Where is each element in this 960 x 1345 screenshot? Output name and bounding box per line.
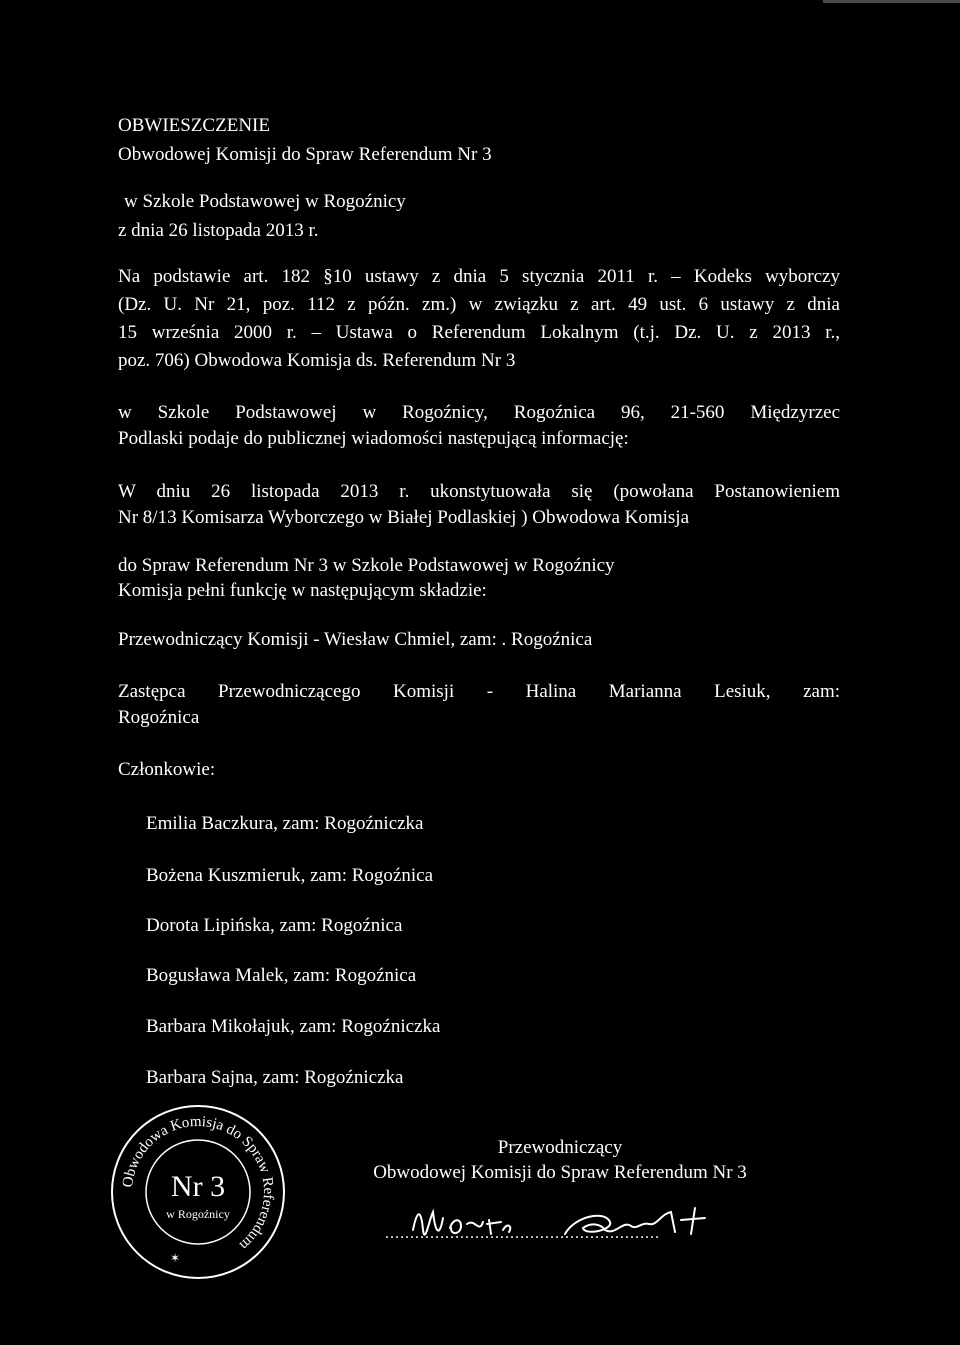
- signature-block: [340, 1135, 780, 1185]
- signature-role: Przewodniczący: [497, 1137, 623, 1158]
- paragraph-legal-basis-line: 15 września 2000 r. – Ustawa o Referendum Lokalnym (t.j. Dz. U. z 2013 r.,: [118, 322, 840, 343]
- member-entry: Barbara Sajna, zam: Rogoźniczka: [146, 1067, 404, 1088]
- paragraph-legal-basis-line: Na podstawie art. 182 §10 ustawy z dnia 5 stycznia 2011 r. – Kodeks wyborczy: [118, 266, 840, 287]
- member-entry: Dorota Lipińska, zam: Rogoźnica: [146, 915, 403, 936]
- paragraph-committee-line: do Spraw Referendum Nr 3 w Szkole Podstawowej w Rogoźnicy: [118, 555, 615, 576]
- paragraph-address-line: Podlaski podaje do publicznej wiadomości następującą informację:: [118, 428, 629, 449]
- notice-subtitle: Obwodowej Komisji do Spraw Referendum Nr 3: [118, 144, 492, 165]
- official-stamp: [108, 1102, 288, 1282]
- member-entry: Emilia Baczkura, zam: Rogoźniczka: [146, 813, 424, 834]
- deputy-entry-continued: Rogoźnica: [118, 707, 200, 728]
- scan-edge-mark: [823, 0, 960, 3]
- paragraph-constitution-line: Nr 8/13 Komisarza Wyborczego w Białej Podlaskiej ) Obwodowa Komisja: [118, 507, 690, 528]
- member-entry: Barbara Mikołajuk, zam: Rogoźniczka: [146, 1016, 441, 1037]
- paragraph-constitution-line: W dniu 26 listopada 2013 r. ukonstytuowała się (powołana Postanowieniem: [118, 481, 840, 502]
- member-entry: Bogusława Malek, zam: Rogoźnica: [146, 965, 417, 986]
- deputy-entry: Zastępca Przewodniczącego Komisji - Halina Marianna Lesiuk, zam:: [118, 681, 840, 702]
- members-heading: Członkowie:: [118, 759, 216, 780]
- stamp-number: Nr 3: [170, 1170, 226, 1203]
- paragraph-address-line: w Szkole Podstawowej w Rogoźnicy, Rogoźnica 96, 21-560 Międzyrzec: [118, 402, 840, 423]
- paragraph-legal-basis-line: poz. 706) Obwodowa Komisja ds. Referendum Nr 3: [118, 350, 516, 371]
- stamp-place: w Rogoźnicy: [166, 1207, 230, 1221]
- chair-entry: Przewodniczący Komisji - Wiesław Chmiel, zam: . Rogoźnica: [118, 629, 593, 650]
- notice-title: OBWIESZCZENIE: [118, 115, 270, 136]
- signature-committee: Obwodowej Komisji do Spraw Referendum Nr 3: [373, 1162, 747, 1183]
- paragraph-committee-line: Komisja pełni funkcję w następującym składzie:: [118, 580, 487, 601]
- notice-location: w Szkole Podstawowej w Rogoźnicy: [124, 191, 406, 212]
- stamp-star-icon: ✶: [170, 1251, 181, 1265]
- member-entry: Bożena Kuszmieruk, zam: Rogoźnica: [146, 865, 434, 886]
- paragraph-legal-basis-line: (Dz. U. Nr 21, poz. 112 z późn. zm.) w związku z art. 49 ust. 6 ustawy z dnia: [118, 294, 840, 315]
- signature-line: .......................................................: [385, 1225, 660, 1242]
- stamp-ring-text: Obwodowa Komisja do Spraw Referendum: [120, 1113, 277, 1253]
- notice-date: z dnia 26 listopada 2013 r.: [118, 220, 319, 241]
